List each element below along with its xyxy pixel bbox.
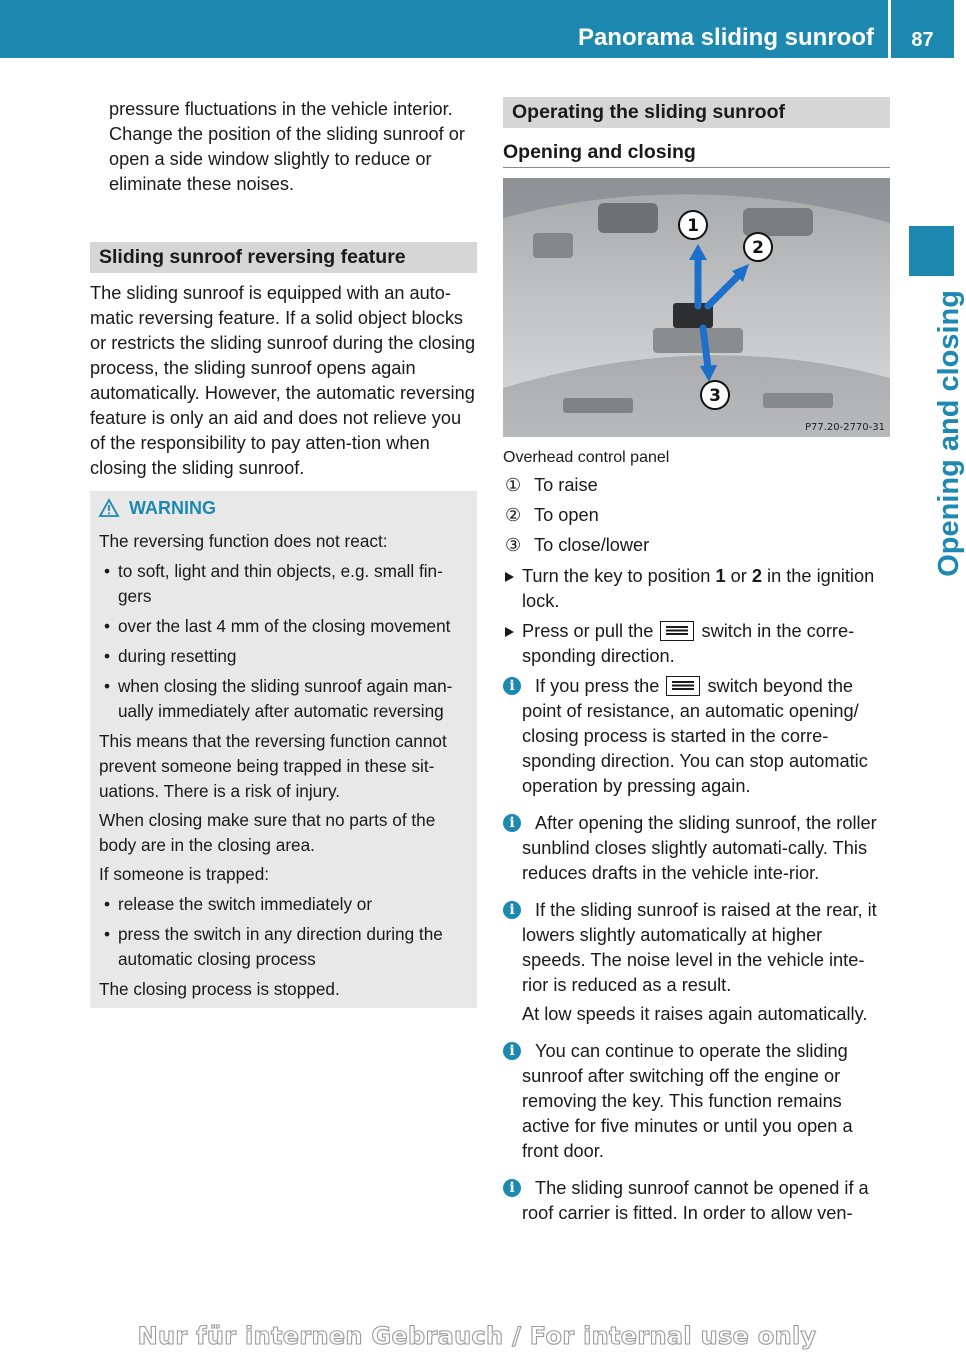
step-text: in the ignition lock. <box>522 566 875 611</box>
step-arrow-icon <box>505 572 514 582</box>
step-text: or <box>725 566 752 586</box>
warning-triangle-icon <box>99 499 119 524</box>
warning-bullet-list-2 <box>99 892 468 972</box>
sunroof-switch-icon <box>660 621 694 641</box>
page-header <box>0 0 954 58</box>
callout-1: 1 <box>687 216 699 236</box>
list-item: • release the switch immediately or <box>99 892 468 917</box>
list-item: • to soft, light and thin objects, e.g. small fin-gers <box>99 559 468 609</box>
warning-paragraph-trapped: If someone is trapped: <box>99 864 270 884</box>
info-note <box>503 898 890 1027</box>
warning-heading <box>99 496 468 524</box>
info-note <box>503 1176 890 1226</box>
intro-paragraph: pressure fluctuations in the vehicle interior. Change the position of the sliding sunroof or open a side window slightly to reduce or eliminate these noises. <box>109 99 465 194</box>
chapter-tab-marker <box>909 226 954 276</box>
section-heading-reversing: Sliding sunroof reversing feature <box>90 242 477 273</box>
instruction-step <box>503 619 890 669</box>
callout-label: To raise <box>534 475 598 495</box>
callout-number: ③ <box>505 535 522 555</box>
list-item: • over the last 4 mm of the closing movement <box>99 614 468 639</box>
section-heading-operating: Operating the sliding sunroof <box>503 97 890 128</box>
overhead-panel-photo <box>503 178 890 437</box>
image-caption: Overhead control panel <box>503 449 670 466</box>
page-number: 87 <box>911 29 934 51</box>
internal-use-footer: Nur für internen Gebrauch / For internal use only <box>137 1322 817 1350</box>
callout-2: 2 <box>752 238 764 258</box>
step-key-position: 2 <box>751 566 762 586</box>
instruction-step <box>503 564 890 614</box>
warning-box <box>90 491 477 1008</box>
list-item <box>503 503 890 528</box>
info-icon: i <box>503 901 521 919</box>
info-text: After opening the sliding sunroof, the roller sunblind closes slightly automati-cally. This reduces drafts in the vehicle inte-rior. <box>522 813 877 883</box>
list-item: • when closing the sliding sunroof again man-ually immediately after automatic reversing <box>99 674 468 724</box>
warning-bullet-list <box>99 559 468 724</box>
operating-section <box>503 97 890 1238</box>
info-text: switch beyond the point of resistance, an automatic opening/ closing process is started in the corre-sponding direction. You can stop automatic operation by pressing again. <box>522 676 868 796</box>
reversing-section <box>90 242 477 1008</box>
info-text: If you press the <box>535 676 665 696</box>
step-text: Press or pull the <box>522 621 659 641</box>
step-text: Turn the key to position <box>522 566 716 586</box>
callout-label: To close/lower <box>534 535 650 555</box>
info-icon: i <box>503 677 521 695</box>
info-text: The sliding sunroof cannot be opened if a roof carrier is fitted. In order to allow ven- <box>522 1178 869 1223</box>
list-item: • press the switch in any direction during the automatic closing process <box>99 922 468 972</box>
reversing-paragraph: The sliding sunroof is equipped with an auto-matic reversing feature. If a solid object blocks or restricts the sliding sunroof during the closing process, the sliding sunroof opens again automatically. However, the automatic reversing feature is only an aid and does not relieve you of the responsibility to pay atten-tion when closing the sliding sunroof. <box>90 283 476 478</box>
info-note <box>503 811 890 886</box>
callout-3: 3 <box>709 386 721 406</box>
info-text: You can continue to operate the sliding sunroof after switching off the engine or removing the key. This function remains active for five minutes or until you open a front door. <box>522 1041 853 1161</box>
list-item <box>503 473 890 498</box>
info-text: If the sliding sunroof is raised at the rear, it lowers slightly automatically at higher speeds. The noise level in the vehicle inte-rior is reduced as a result. <box>522 900 877 995</box>
intro-paragraph-block <box>109 97 479 197</box>
info-icon: i <box>503 1042 521 1060</box>
step-arrow-icon <box>505 627 514 637</box>
image-code: P77.20-2770-31 <box>804 422 885 433</box>
callout-number: ② <box>505 505 522 525</box>
callout-legend <box>503 473 890 558</box>
warning-intro: The reversing function does not react: <box>99 531 388 551</box>
warning-paragraph-body: When closing make sure that no parts of the body are in the closing area. <box>99 810 436 855</box>
info-icon: i <box>503 814 521 832</box>
callout-number: ① <box>505 475 522 495</box>
warning-paragraph-stopped: The closing process is stopped. <box>99 979 340 999</box>
info-note <box>503 1039 890 1164</box>
step-key-position: 1 <box>715 566 726 586</box>
subheading-opening-closing: Opening and closing <box>503 140 890 168</box>
overhead-panel-image <box>503 178 890 437</box>
chapter-tab-label: Opening and closing <box>933 290 965 577</box>
warning-label: WARNING <box>129 498 216 518</box>
callout-label: To open <box>534 505 599 525</box>
list-item <box>503 533 890 558</box>
info-note <box>503 674 890 799</box>
warning-paragraph-risk: This means that the reversing function cannot prevent someone being trapped in these sit-uations. There is a risk of injury. <box>99 731 447 801</box>
running-title: Panorama sliding sunroof <box>577 24 874 51</box>
step-text: switch in the corre-sponding direction. <box>522 621 855 666</box>
sunroof-switch-icon <box>666 676 700 696</box>
info-icon: i <box>503 1179 521 1197</box>
list-item: • during resetting <box>99 644 468 669</box>
info-text: At low speeds it raises again automatically. <box>522 1004 868 1024</box>
